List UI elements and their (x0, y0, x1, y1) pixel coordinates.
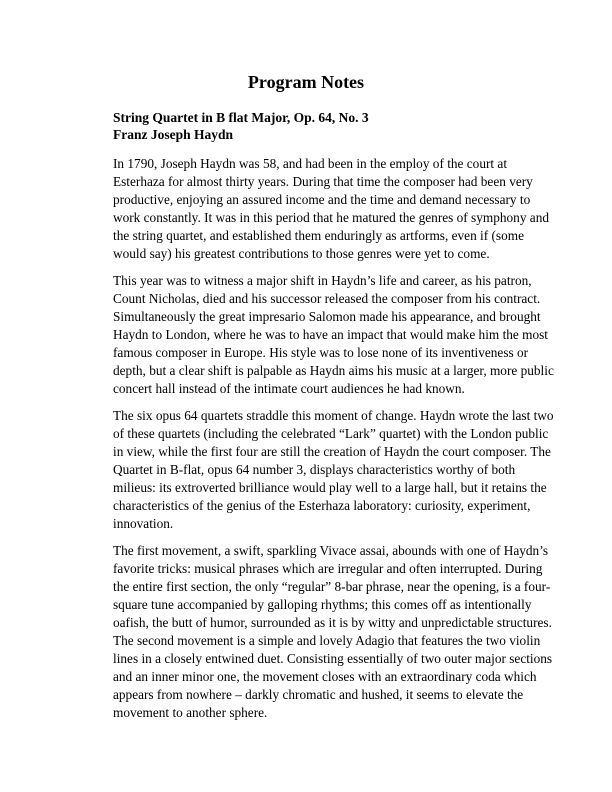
text-line: the string quartet, and established them enduringly as artforms, even if (some (113, 228, 524, 243)
program-notes-body (113, 155, 554, 731)
text-line: The six opus 64 quartets straddle this moment of change. Haydn wrote the last two (113, 408, 554, 423)
text-line: This year was to witness a major shift in Haydn’s life and career, as his patron, (113, 273, 532, 288)
text-line: in view, while the first four are still the creation of Haydn the court composer. The (113, 444, 551, 459)
text-line: milieus: its extroverted brilliance would play well to a large hall, but it retains the (113, 480, 547, 495)
text-line: In 1790, Joseph Haydn was 58, and had been in the employ of the court at (113, 156, 508, 171)
paragraph-1 (113, 155, 549, 263)
text-line: the entire first section, the only “regular” 8-bar phrase, near the opening, is a four- (113, 579, 551, 594)
text-line: productive, enjoying an assured income and the time and demand necessary to (113, 192, 531, 207)
text-line: Simultaneously the great impresario Salomon made his appearance, and brought (113, 309, 541, 324)
text-line: Quartet in B-flat, opus 64 number 3, displays characteristics worthy of both (113, 462, 516, 477)
text-line: favorite tricks: musical phrases which are irregular and often interrupted. During (113, 561, 543, 576)
paragraph-4 (113, 542, 553, 722)
text-line: The second movement is a simple and lovely Adagio that features the two violin (113, 633, 541, 648)
text-line: square tune accompanied by galloping rhythms; this comes off as intentionally (113, 597, 532, 612)
page-title: Program Notes (247, 72, 365, 92)
text-line: The first movement, a swift, sparkling Vivace assai, abounds with one of Haydn’s (113, 543, 549, 558)
text-line: concert hall instead of the intimate court audiences he had known. (113, 381, 465, 396)
text-line: lines in a closely entwined duet. Consisting essentially of two outer major sections (113, 651, 553, 666)
text-line: Count Nicholas, died and his successor released the composer from his contract. (113, 291, 541, 306)
text-line: would say) his greatest contributions to those genres were yet to come. (113, 246, 490, 261)
text-line: famous composer in Europe. His style was to lose none of its inventiveness or (113, 345, 529, 360)
paragraph-3 (113, 407, 554, 533)
work-heading (113, 110, 533, 143)
paragraph-2 (113, 272, 554, 398)
text-line: Esterhaza for almost thirty years. During that time the composer had been very (113, 174, 533, 189)
text-line: work constantly. It was in this period that he matured the genres of symphony and (113, 210, 549, 225)
work-title: String Quartet in B flat Major, Op. 64, No. 3 (113, 110, 369, 125)
text-line: Haydn to London, where he was to have an impact that would make him the most (113, 327, 548, 342)
text-line: and an inner minor one, the movement closes with an extraordinary coda which (113, 669, 537, 684)
composer-name: Franz Joseph Haydn (113, 126, 234, 142)
text-line: innovation. (113, 516, 174, 531)
text-line: depth, but a clear shift is palpable as Haydn aims his music at a larger, more public (113, 363, 554, 378)
text-line: appears from nowhere – darkly chromatic and hushed, it seems to elevate the (113, 687, 524, 702)
text-line: characteristics of the genius of the Esterhaza laboratory: curiosity, experiment, (113, 498, 531, 513)
text-line: of these quartets (including the celebrated “Lark” quartet) with the London public (113, 426, 549, 441)
text-line: movement to another sphere. (113, 705, 268, 720)
text-line: oafish, the butt of humor, surrounded as it is by witty and unpredictable structures. (113, 615, 552, 630)
